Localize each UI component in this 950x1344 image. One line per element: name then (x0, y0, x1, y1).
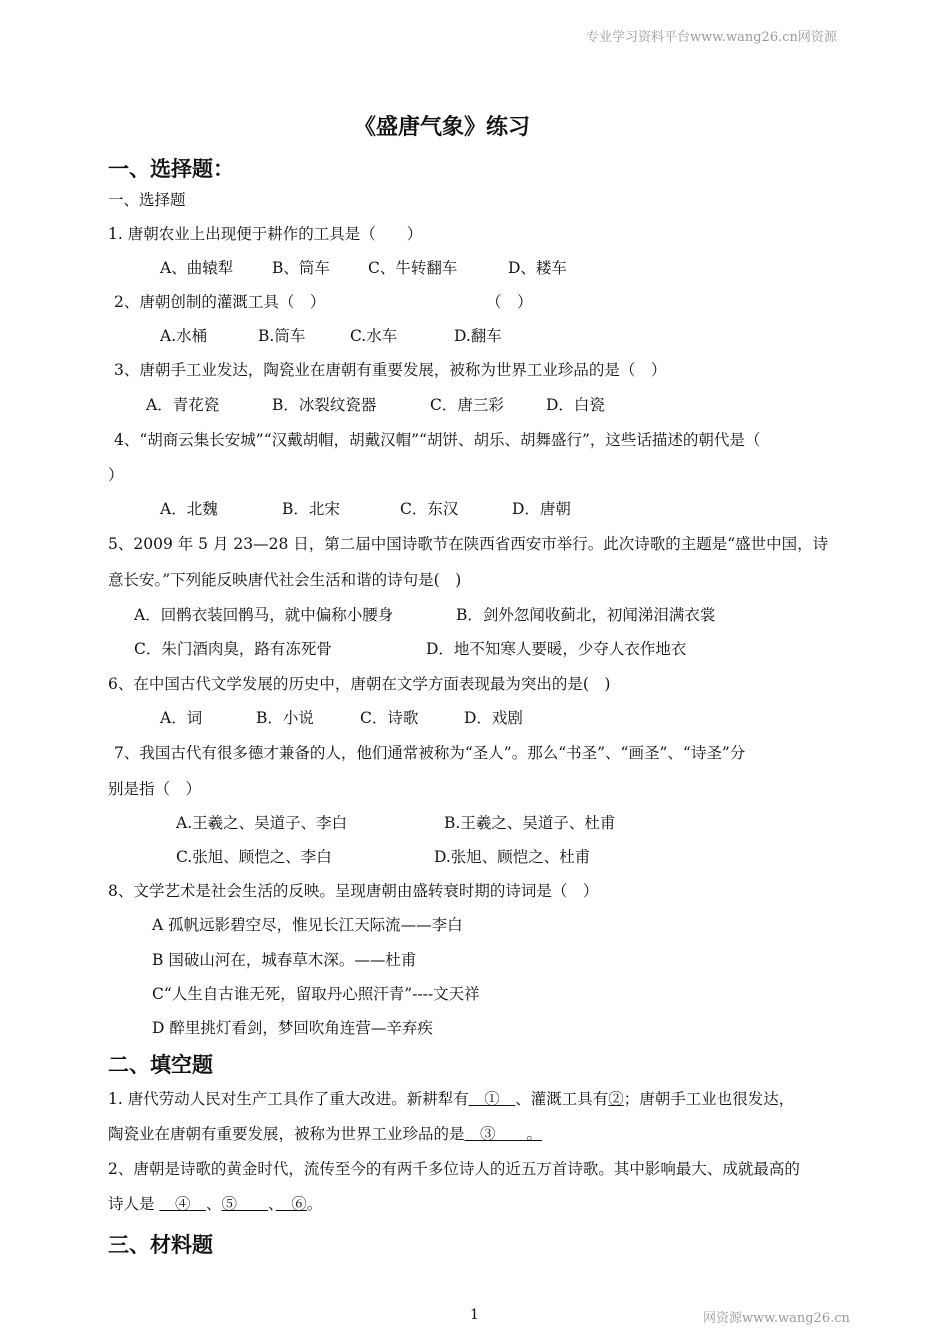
question-6-option-d: D．戏剧 (464, 709, 523, 727)
question-8-option-a: A 孤帆远影碧空尽，惟见长江天际流——李白 (152, 916, 463, 934)
question-4-option-b: B．北宋 (282, 500, 340, 518)
question-2-option-d: D.翻车 (454, 327, 502, 345)
question-4-option-c: C．东汉 (400, 500, 459, 518)
question-5-option-b: B．剑外忽闻收蓟北，初闻涕泪满衣裳 (456, 606, 716, 624)
page-number: 1 (470, 1307, 479, 1323)
question-6-option-a: A．词 (160, 709, 203, 727)
blank-2: ② (608, 1090, 624, 1108)
question-1-option-c: C、牛转翻车 (368, 259, 458, 277)
question-5-stem-line2: 意长安。”下列能反映唐代社会生活和谐的诗句是( ) (108, 571, 462, 589)
question-2-stem: 2、唐朝创制的灌溉工具（ ） (114, 293, 326, 311)
question-7-option-c: C.张旭、顾恺之、李白 (176, 848, 332, 866)
blank-1: ① (468, 1090, 516, 1108)
section-heading-choice: 一、选择题： (108, 157, 234, 181)
question-1-option-a: A、曲辕犁 (160, 259, 234, 277)
blank-6: ⑥ (275, 1195, 307, 1213)
fill-question-1-line2: 陶瓷业在唐朝有重要发展，被称为世界工业珍品的是 ③ 。 (108, 1125, 543, 1143)
question-7-stem-line1: 7、我国古代有很多德才兼备的人，他们通常被称为“圣人”。那么“书圣”、“画圣”、“诗圣”分 (114, 744, 746, 762)
question-7-option-d: D.张旭、顾恺之、杜甫 (434, 848, 591, 866)
question-6-stem: 6、在中国古代文学发展的历史中，唐朝在文学方面表现最为突出的是( ) (108, 675, 611, 693)
question-3-option-b: B．冰裂纹瓷器 (272, 396, 377, 414)
question-8-stem: 8、文学艺术是社会生活的反映。呈现唐朝由盛转衰时期的诗词是（ ） (108, 882, 599, 900)
document-title: 《盛唐气象》练习 (354, 115, 531, 140)
question-2-option-c: C.水车 (350, 327, 398, 345)
question-5-option-a: A．回鹘衣装回鹘马，就中偏称小腰身 (134, 606, 394, 624)
fill-question-2-line1: 2、唐朝是诗歌的黄金时代，流传至今的有两千多位诗人的近五万首诗歌。其中影响最大、成就最高的 (108, 1160, 800, 1178)
section-subheading-choice: 一、选择题 (108, 191, 186, 209)
question-8-option-d: D 醉里挑灯看剑，梦回吹角连营—辛弃疾 (152, 1019, 433, 1037)
question-3-option-a: A．青花瓷 (146, 396, 220, 414)
question-3-stem: 3、唐朝手工业发达，陶瓷业在唐朝有重要发展，被称为世界工业珍品的是（ ） (114, 361, 667, 379)
question-5-option-d: D．地不知寒人要暖，少夺人衣作地衣 (426, 640, 687, 658)
question-2-option-b: B.筒车 (258, 327, 306, 345)
question-4-stem-line1: 4、“胡商云集长安城”“汉戴胡帽，胡戴汉帽”“胡饼、胡乐、胡舞盛行”，这些话描述的朝代是（ (114, 431, 761, 449)
question-4-option-a: A．北魏 (160, 500, 218, 518)
blank-5: ⑤ (221, 1195, 268, 1213)
blank-4: ④ (159, 1195, 206, 1213)
section-heading-material: 三、材料题 (108, 1233, 213, 1257)
question-2-extra-paren: （ ） (486, 293, 533, 311)
question-1-stem: 1. 唐朝农业上出现便于耕作的工具是（ ） (108, 225, 423, 243)
question-7-stem-line2: 别是指（ ） (108, 780, 202, 798)
question-3-option-d: D．白瓷 (546, 396, 605, 414)
question-6-option-b: B．小说 (256, 709, 314, 727)
question-8-option-c: C“人生自古谁无死，留取丹心照汗青”----文天祥 (152, 985, 480, 1003)
question-1-option-d: D、耧车 (508, 259, 567, 277)
question-1-option-b: B、筒车 (272, 259, 330, 277)
question-5-stem-line1: 5、2009 年 5 月 23—28 日，第二届中国诗歌节在陕西省西安市举行。此次诗歌的主题是“盛世中国，诗 (108, 535, 829, 553)
footer-brand: 网资源www.wang26.cn (703, 1311, 850, 1326)
question-4-option-d: D．唐朝 (512, 500, 571, 518)
question-7-option-a: A.王羲之、吴道子、李白 (176, 814, 348, 832)
blank-3: ③ 。 (464, 1125, 543, 1143)
page-header: 专业学习资料平台www.wang26.cn网资源 (586, 30, 837, 45)
question-8-option-b: B 国破山河在，城春草木深。——杜甫 (152, 951, 417, 969)
question-3-option-c: C．唐三彩 (430, 396, 504, 414)
question-2-option-a: A.水桶 (160, 327, 208, 345)
question-7-option-b: B.王羲之、吴道子、杜甫 (444, 814, 616, 832)
fill-question-2-line2: 诗人是 ④ 、⑤ 、 ⑥。 (108, 1195, 323, 1213)
question-5-option-c: C．朱门酒肉臭，路有冻死骨 (134, 640, 332, 658)
question-4-stem-line2: ） (108, 466, 124, 484)
fill-question-1-line1: 1. 唐代劳动人民对生产工具作了重大改进。新耕犁有 ① 、灌溉工具有②；唐朝手工业也很发达， (108, 1090, 795, 1108)
question-6-option-c: C．诗歌 (360, 709, 419, 727)
section-heading-fill-blank: 二、填空题 (108, 1053, 213, 1077)
